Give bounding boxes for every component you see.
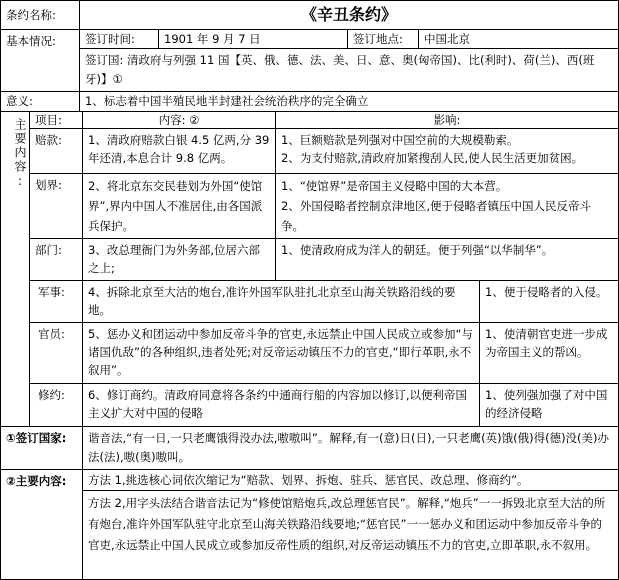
note-content-label: ②主要内容: [0, 469, 83, 580]
significance-value: 1、标志着中国半殖民地半封建社会统治秩序的完全确立 [79, 91, 619, 112]
row-item-military: 军事: [29, 280, 83, 323]
row-effect-treaty-revision: 1、使列强加强了对中国的经济侵略 [479, 383, 619, 427]
treaty-name-label: 条约名称: [0, 0, 80, 30]
row-effect-indemnity: 1、巨额赔款是列强对中国空前的大规模勒索。 2、为支付赔款,清政府加紧搜刮人民,使人民生活更加贫困。 [275, 128, 619, 174]
sign-time-value: 1901 年 9 月 7 日 [158, 29, 348, 49]
row-item-treaty-revision: 修约: [29, 383, 83, 427]
main-content-side-label: 主要内容: [0, 111, 30, 427]
note-countries-text: 谐音法,“有一日,一只老鹰饿得没办法,嗷嗷叫”。解释,有一(意)日(日),一只老鹰(英)饿(俄)得(德)没(美)办法(法),嗷(奥)嗷叫。 [82, 426, 619, 470]
row-item-department: 部门: [29, 238, 83, 281]
note-content-method-2: 方法 2,用字头法结合谐音法记为“修使馆赔炮兵,改总理惩官民”。解释,“炮兵”一一拆毁北京至大沽的所有炮台,准许外国军队驻守北京至山海关铁路沿线要地;“惩官民”一一惩办义和团运动中参加反帝斗争的官吏,永远禁止中国人民成立或参加反帝性质的组织,对反帝运动镇压不力的官吏,立即革职,永不叙用。 [82, 490, 619, 580]
signatory-countries: 签订国: 清政府与列强 11 国【英、俄、德、法、美、日、意、奥(匈帝国)、比(利时)、荷(兰)、西(班牙)】① [79, 48, 619, 92]
row-content-officials: 5、惩办义和团运动中参加反帝斗争的官吏,永远禁止中国人民成立或参加“与诸国仇敌”的各种组织,违者处死;对反帝运动镇压不力的官吏,“即行革职,永不叙用”。 [82, 322, 480, 384]
row-item-officials: 官员: [29, 322, 83, 384]
row-effect-department: 1、使清政府成为洋人的朝廷。便于列强“以华制华”。 [275, 238, 619, 281]
treaty-name-value: 《辛丑条约》 [79, 0, 619, 30]
column-header-item: 项目: [29, 111, 83, 129]
basic-info-label: 基本情况: [0, 29, 80, 92]
sign-place-value: 中国北京 [418, 29, 619, 49]
note-countries-label: ①签订国家: [0, 426, 83, 470]
row-content-department: 3、改总理衙门为外务部,位居六部之上; [82, 238, 276, 281]
row-content-indemnity: 1、清政府赔款白银 4.5 亿两,分 39 年还清,本息合计 9.8 亿两。 [82, 128, 276, 174]
sign-time-label: 签订时间: [79, 29, 159, 49]
row-effect-officials: 1、使清朝官吏进一步成为帝国主义的帮凶。 [479, 322, 619, 384]
column-header-content: 内容: ② [82, 111, 276, 129]
note-content-method-1: 方法 1,挑选核心词依次缩记为“赔款、划界、拆炮、驻兵、惩官民、改总理、修商约”。 [82, 469, 619, 491]
row-content-military: 4、拆除北京至大沽的炮台,准许外国军队驻扎北京至山海关铁路沿线的要地。 [82, 280, 480, 323]
row-item-boundary: 划界: [29, 173, 83, 239]
row-item-indemnity: 赔款: [29, 128, 83, 174]
row-effect-military: 1、便于侵略者的入侵。 [479, 280, 619, 323]
sign-place-label: 签订地点: [347, 29, 419, 49]
row-content-boundary: 2、将北京东交民巷划为外国“使馆界”,界内中国人不准居住,由各国派兵保护。 [82, 173, 276, 239]
column-header-effect: 影响: [275, 111, 619, 129]
row-content-treaty-revision: 6、修订商约。清政府同意将各条约中通商行船的内容加以修订,以便利帝国主义扩大对中国的侵略 [82, 383, 480, 427]
significance-label: 意义: [0, 91, 80, 112]
row-effect-boundary: 1、“使馆界”是帝国主义侵略中国的大本营。 2、外国侵略者控制京津地区,便于侵略者镇压中国人民反帝斗争。 [275, 173, 619, 239]
